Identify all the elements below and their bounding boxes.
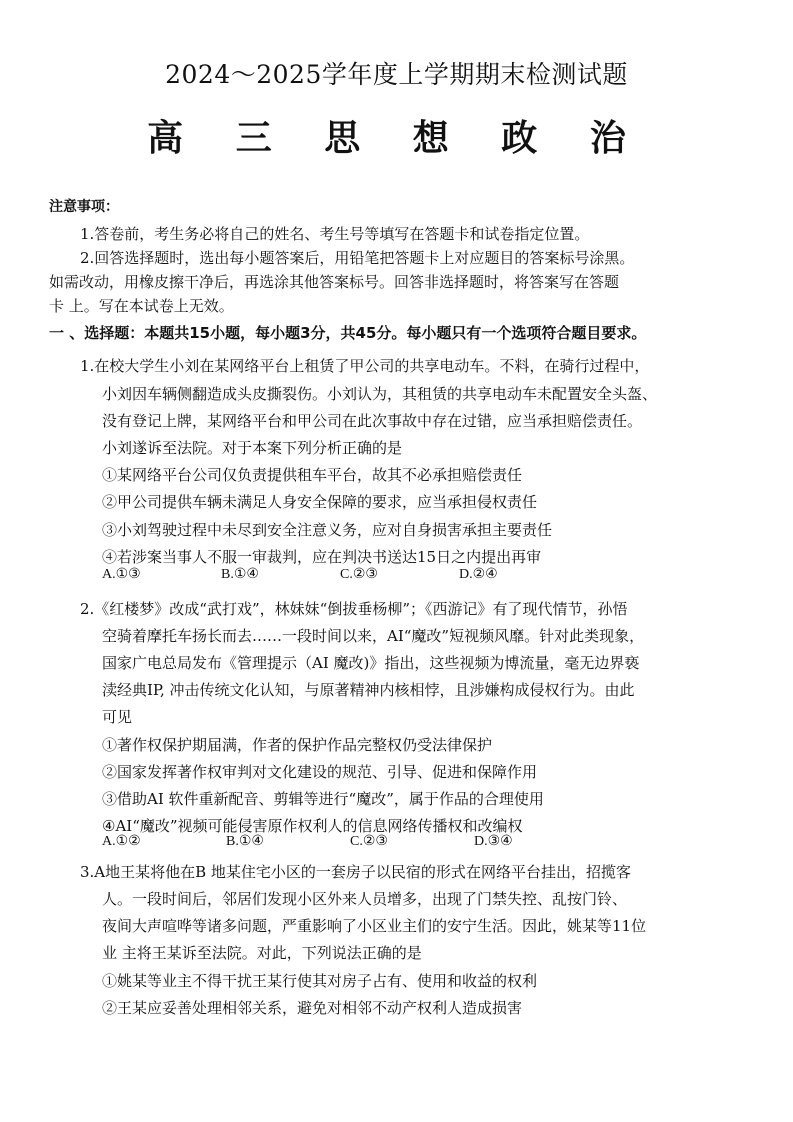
question-stem-line: 3.A地王某将他在B 地某住宅小区的一套房子以民宿的形式在网络平台挂出，招揽客 [80,863,631,881]
option-statement: ②国家发挥著作权审判对文化建设的规范、引导、促进和保障作用 [102,763,538,781]
question-stem-line: 没有登记上牌，某网络平台和甲公司在此次事故中存在过错，应当承担赔偿责任。 [102,412,643,430]
notice-line: 卡 上。写在本试卷上无效。 [49,297,234,315]
option-statement: ①著作权保护期届满，作者的保护作品完整权仍受法律保护 [102,736,493,754]
answer-choice-a: A.①② [102,834,141,849]
notice-heading: 注意事项： [49,199,119,215]
option-statement: ②王某应妥善处理相邻关系，避免对相邻不动产权利人造成损害 [102,999,523,1017]
option-statement: ①姚某等业主不得干扰王某行使其对房子占有、使用和收益的权利 [102,972,538,990]
question-stem-line: 小刘遂诉至法院。对于本案下列分析正确的是 [102,439,403,457]
answer-choice-c: C.②③ [340,567,378,582]
answer-choice-d: D.②④ [459,567,498,582]
answer-choice-a: A.①③ [102,567,141,582]
option-statement: ③小刘驾驶过程中未尽到安全注意义务，应对自身损害承担主要责任 [102,521,553,539]
question-stem-line: 国家广电总局发布《管理提示（AI 魔改)》指出，这些视频为博流量，毫无边界亵 [102,654,640,672]
question-stem-line: 空骑着摩托车扬长而去……一段时间以来，AI“魔改”短视频风靡。针对此类现象， [102,627,645,645]
question-stem-line: 夜间大声喧哗等诸多问题，严重影响了小区业主们的安宁生活。因此，姚某等11位 [102,917,647,935]
question-stem-line: 渎经典IP, 冲击传统文化认知，与原著精神内核相悖，且涉嫌构成侵权行为。由此 [102,681,635,699]
exam-title: 2024～2025学年度上学期期末检测试题 [165,60,628,89]
question-stem-line: 人。一段时间后，邻居们发现小区外来人员增多，出现了门禁失控、乱按门铃、 [102,890,628,908]
option-statement: ④AI“魔改”视频可能侵害原作权利人的信息网络传播权和改编权 [102,817,523,835]
answer-choice-c: C.②③ [350,834,388,849]
notice-line: 1.答卷前，考生务必将自己的姓名、考生号等填写在答题卡和试卷指定位置。 [80,225,590,243]
notice-line: 如需改动，用橡皮擦干净后，再选涂其他答案标号。回答非选择题时，将答案写在答题 [49,273,620,291]
question-stem-line: 2.《红楼梦》改成“武打戏”，林妹妹“倒拔垂杨柳”；《西游记》有了现代情节，孙悟 [80,600,628,618]
answer-choice-d: D.③④ [474,834,513,849]
notice-line: 2.回答选择题时，选出每小题答案后，用铅笔把答题卡上对应题目的答案标号涂黑。 [80,249,635,267]
option-statement: ①某网络平台公司仅负责提供租车平台，故其不必承担赔偿责任 [102,466,523,484]
exam-subject: 高 三 思 想 政 治 [147,117,646,159]
option-statement: ③借助AI 软件重新配音、剪辑等进行“魔改”，属于作品的合理使用 [102,790,544,808]
question-stem-line: 小刘因车辆侧翻造成头皮撕裂伤。小刘认为，其租赁的共享电动车未配置安全头盔、 [102,385,658,403]
option-statement: ④若涉案当事人不服一审裁判，应在判决书送达15日之内提出再审 [102,548,542,566]
question-stem-line: 业 主将王某诉至法院。对此，下列说法正确的是 [102,944,422,962]
answer-choice-b: B.①④ [226,834,264,849]
option-statement: ②甲公司提供车辆未满足人身安全保障的要求，应当承担侵权责任 [102,493,538,511]
section-heading: 一 、选择题：本题共15小题，每小题3分，共45分。每小题只有一个选项符合题目要求。 [49,324,647,342]
question-stem-line: 可见 [102,708,133,726]
question-stem-line: 1.在校大学生小刘在某网络平台上租赁了甲公司的共享电动车。不料，在骑行过程中， [80,357,650,375]
answer-choice-b: B.①④ [221,567,259,582]
